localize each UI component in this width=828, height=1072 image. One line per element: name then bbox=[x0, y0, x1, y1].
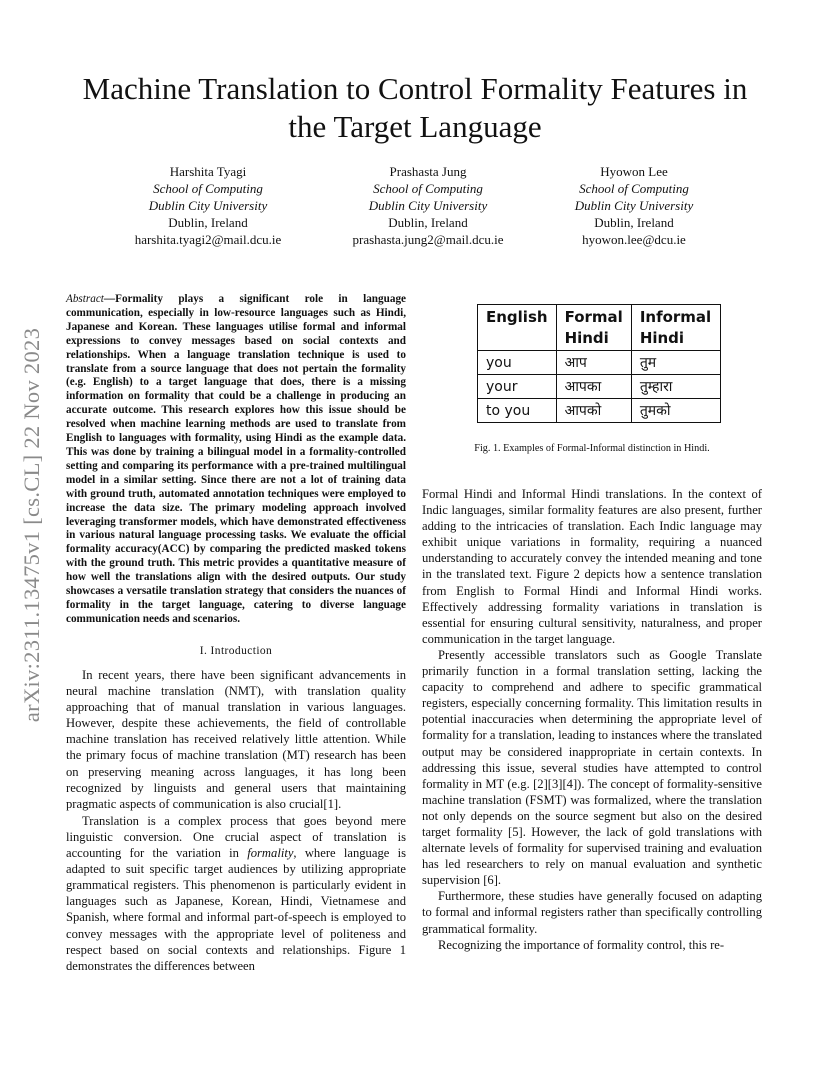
paper-title: Machine Translation to Control Formality Features in the Target Language bbox=[82, 71, 748, 144]
author-name: Hyowon Lee bbox=[600, 164, 668, 179]
figure-caption: Fig. 1. Examples of Formal-Informal distinction in Hindi. bbox=[474, 443, 710, 454]
table-header: Informal Hindi bbox=[631, 305, 720, 351]
author-email: prashasta.jung2@mail.dcu.ie bbox=[352, 232, 504, 247]
paragraph: Formal Hindi and Informal Hindi translations. In the context of Indic languages, similar formality features are also present, further adding to the intricacies of translation. Each Indic language may exhibit unique variations in formality, requiring a nuanced understanding to accurately convey the intended meaning and tone in the translated text. Figure 2 depicts how a sentence translation from English to Formal Hindi and Informal Hindi works. Effectively addressing formality variations in translation is essential for ensuring cultural sensitivity, naturalness, and proper communication in the target language. bbox=[422, 487, 762, 646]
author-location: Dublin, Ireland bbox=[168, 215, 248, 230]
author-location: Dublin, Ireland bbox=[388, 215, 468, 230]
author-school: School of Computing bbox=[153, 181, 263, 196]
table-cell: आप bbox=[556, 351, 631, 375]
table-header-row bbox=[478, 305, 721, 351]
figure-1-table bbox=[477, 304, 721, 423]
author-location: Dublin, Ireland bbox=[594, 215, 674, 230]
table-row bbox=[478, 399, 721, 423]
right-column-text bbox=[422, 486, 762, 953]
table-cell: your bbox=[478, 375, 557, 399]
abstract bbox=[66, 293, 406, 627]
introduction-text bbox=[66, 667, 406, 974]
author-block-2 bbox=[318, 163, 538, 248]
author-block-1 bbox=[98, 163, 318, 248]
table-header: English bbox=[478, 305, 557, 351]
table-cell: तुमको bbox=[631, 399, 720, 423]
abstract-text: —Formality plays a significant role in language communication, especially in low-resource languages such as Hindi, Japanese and Korean. These languages utilise formal and informal expressions to convey messages based on social contexts and relationships. When a language translation technique is used to translate from a source language that does not pertain the formality (e.g. English) to a target language that does, there is a missing information on formality that could be a challenge in producing an accurate outcome. This research explores how this issue should be resolved when machine learning methods are used to translate from English to languages with formality, using Hindi as the example data. This was done by training a bilingual model in a formality-controlled setting and comparing its performance with a pre-trained multilingual model in a similar setting. Since there are not a lot of training data with ground truth, automated annotation techniques were employed to increase the data size. The primary modeling approach involved leveraging transformer models, which have demonstrated effectiveness in various natural language processing tasks. We evaluate the official formality accuracy(ACC) by comparing the predicted masked tokens with the ground truth. This metric provides a quantitative measure of how well the translations align with the desired outputs. Our study showcases a versatile translation strategy that considers the nuances of formality in the target language, catering to diverse language communication needs and scenarios. bbox=[66, 293, 406, 625]
author-name: Prashasta Jung bbox=[389, 164, 467, 179]
table-row bbox=[478, 351, 721, 375]
table-cell: you bbox=[478, 351, 557, 375]
paragraph: Translation is a complex process that goes beyond mere linguistic conversion. One crucial aspect of translation is accounting for the variation in formality, where language is adapted to suit specific target audiences by utilizing appropriate grammatical registers. This phenomenon is particularly evident in languages such as Japanese, Korean, Hindi, Vietnamese and Spanish, where formal and informal part-of-speech is employed to convey messages with the appropriate level of politeness and respect based on social contexts and relationships. Figure 1 demonstrates the differences between bbox=[66, 813, 406, 973]
section-heading-introduction: I. Introduction bbox=[199, 645, 273, 657]
paragraph: Recognizing the importance of formality control, this re- bbox=[438, 937, 725, 952]
author-email: harshita.tyagi2@mail.dcu.ie bbox=[134, 232, 282, 247]
emphasis: formality bbox=[247, 846, 294, 861]
author-school: School of Computing bbox=[373, 181, 483, 196]
author-name: Harshita Tyagi bbox=[169, 164, 247, 179]
paragraph: Furthermore, these studies have generally focused on adapting to formal and informal registers rather than specifically controlling grammatical formality. bbox=[422, 889, 762, 936]
table-row bbox=[478, 375, 721, 399]
arxiv-stamp: arXiv:2311.13475v1 [cs.CL] 22 Nov 2023 bbox=[19, 327, 44, 723]
paragraph: Presently accessible translators such as Google Translate primarily function in a formal translation setting, lacking the capacity to comprehend and adhere to specific grammatical registers, especially concerning formality. This limitation results in potential inaccuracies when determining the appropriate level of formality for a translation, leading to instances where the translated output may be considered inappropriate in certain contexts. In addressing this issue, several studies have attempted to control formality in MT (e.g. [2][3][4]). The concept of formality-sensitive machine translation (FSMT) was formalized, where the translation not only depends on the source segment but also on the desired target formality [5]. However, the lack of gold translations with alternate levels of formality for supervised training and evaluation has led researchers to rely on manual evaluation and synthetic supervision [6]. bbox=[422, 647, 762, 888]
table-cell: आपका bbox=[556, 375, 631, 399]
author-university: Dublin City University bbox=[574, 198, 694, 213]
table-cell: तुम्हारा bbox=[631, 375, 720, 399]
author-email: hyowon.lee@dcu.ie bbox=[582, 232, 686, 247]
author-school: School of Computing bbox=[579, 181, 689, 196]
abstract-label: Abstract bbox=[66, 293, 104, 305]
table-header: Formal Hindi bbox=[556, 305, 631, 351]
table-cell: तुम bbox=[631, 351, 720, 375]
table-cell: आपको bbox=[556, 399, 631, 423]
paragraph: In recent years, there have been significant advancements in neural machine translation (NMT), with translation quality approaching that of manual translation in various languages. However, despite these achievements, the field of controllable machine translation has received relatively little attention. While the primary focus of machine translation (MT) research has been on preserving meaning across languages, it has long been recognized by linguists and general users that maintaining pragmatic aspects of communication is also crucial[1]. bbox=[66, 668, 406, 811]
author-university: Dublin City University bbox=[368, 198, 488, 213]
author-block-3 bbox=[524, 163, 744, 248]
table-cell: to you bbox=[478, 399, 557, 423]
author-university: Dublin City University bbox=[148, 198, 268, 213]
